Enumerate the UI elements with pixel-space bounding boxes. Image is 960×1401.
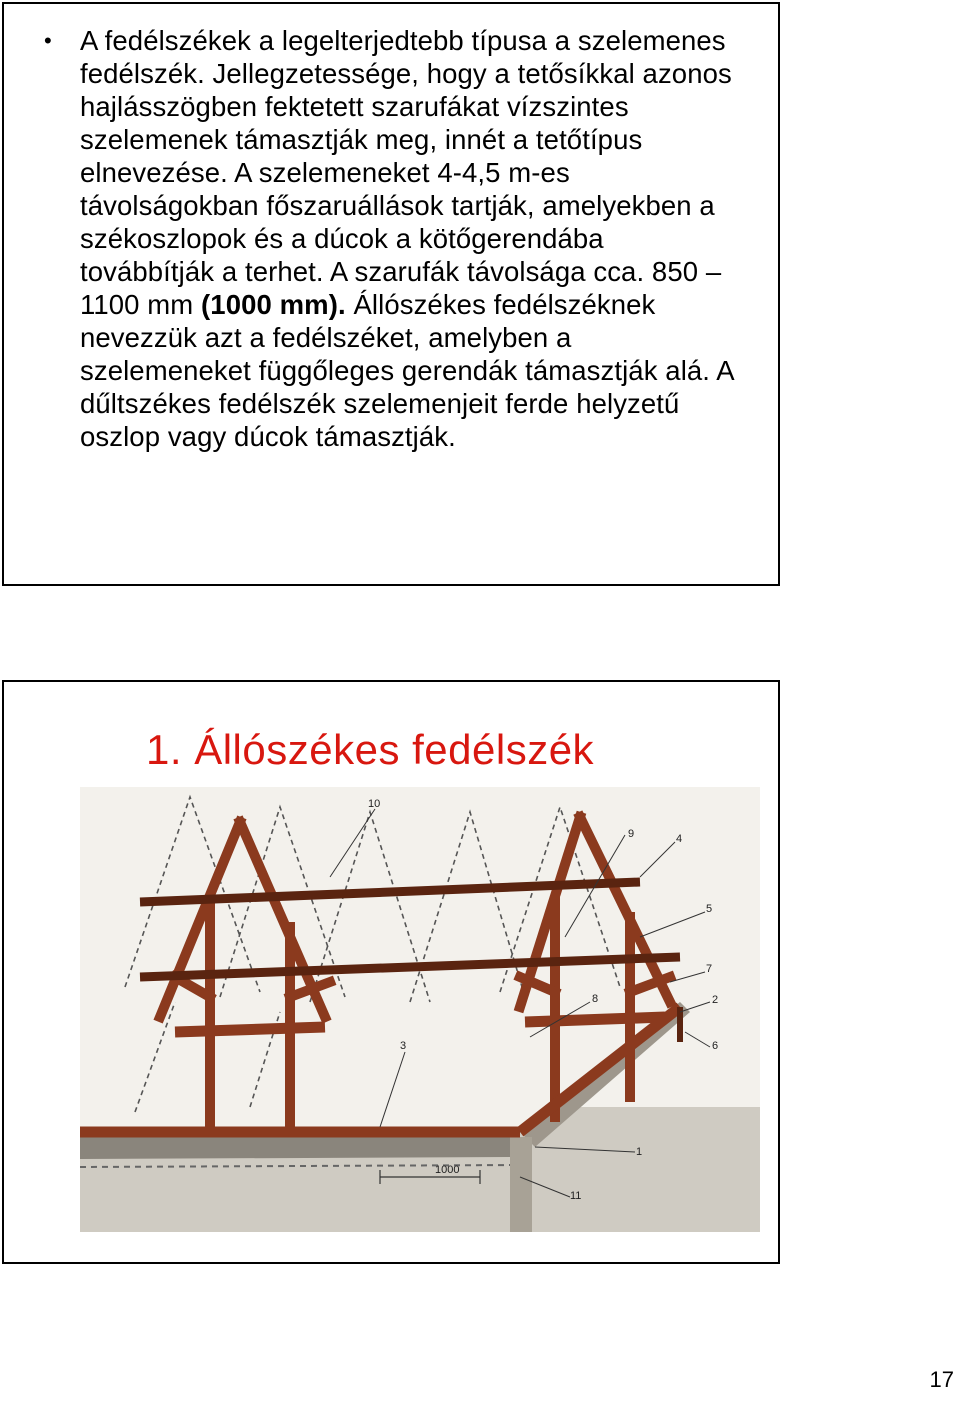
label-7: 7 [706, 963, 713, 975]
label-dimension-1000: 1000 [435, 1164, 460, 1176]
label-10: 10 [368, 798, 381, 810]
slide-text [2, 2, 780, 586]
label-1: 1 [636, 1146, 643, 1158]
label-2: 2 [712, 994, 719, 1006]
label-9: 9 [628, 828, 635, 840]
bullet-text-part2: Állószékes fedélszéknek nevezzük azt a fedélszéket, amelyben a szelemeneket függőleges gerendák támasztják alá. A dűltszékes fedélszék szelemenjeit ferde helyzetű oszlop vagy dúcok támasztják. [80, 289, 734, 452]
label-6: 6 [712, 1040, 719, 1052]
label-5: 5 [706, 903, 713, 915]
bullet-item [44, 24, 744, 453]
slide-figure [2, 680, 780, 1264]
label-11: 11 [570, 1190, 582, 1202]
bullet-text [80, 24, 744, 453]
page-number: 17 [929, 1367, 954, 1392]
bullet-icon: • [44, 28, 52, 53]
bullet-text-part1: A fedélszékek a legelterjedtebb típusa a szelemenes fedélszék. Jellegzetessége, hogy a tetősíkkal azonos hajlásszögben fektetett szarufákat vízszintes szelemenek támasztják meg, innét a tetőtípus elnevezése. A szelemeneket 4-4,5 m-es távolságokban főszaruállások tartják, amelyekben a székoszlopok és a dúcok a kötőgerendába továbbítják a terhet. A szarufák távolsága cca. 850 – 1100 mm [80, 25, 732, 320]
label-3: 3 [400, 1040, 407, 1052]
wall-column [510, 1137, 532, 1232]
label-8: 8 [592, 993, 599, 1005]
roof-structure-drawing [80, 787, 760, 1232]
label-4: 4 [676, 833, 683, 845]
bullet-text-bold: (1000 mm). [201, 289, 346, 320]
slide-title: 1. Állószékes fedélszék [146, 726, 595, 773]
